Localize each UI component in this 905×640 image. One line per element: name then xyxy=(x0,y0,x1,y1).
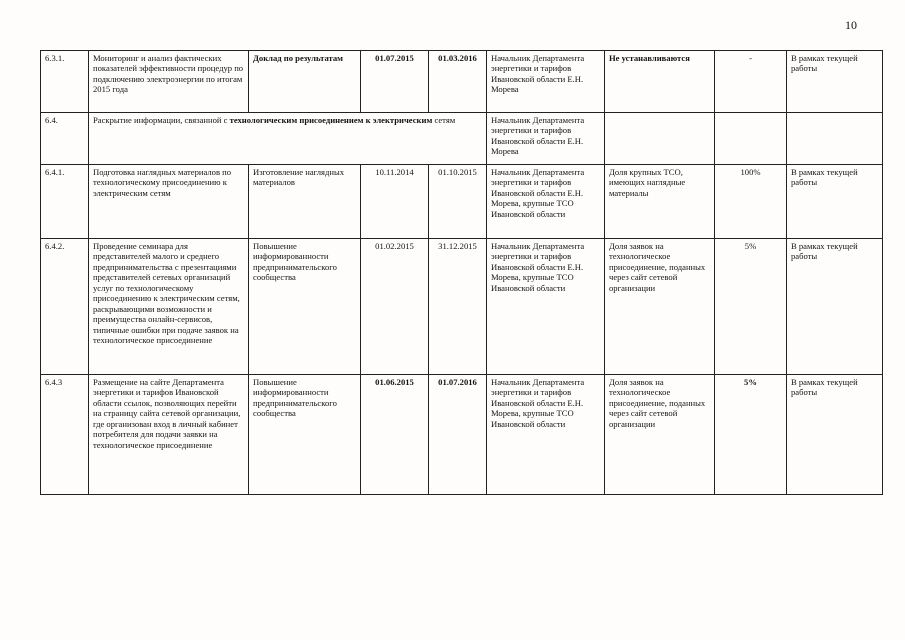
table-row xyxy=(41,113,883,165)
cell-note: В рамках текущей работы xyxy=(787,51,883,113)
cell-end-date: 31.12.2015 xyxy=(429,239,487,375)
cell-responsible: Начальник Департамента энергетики и тарифов Ивановской области Е.Н. Морева, крупные ТСО Ивановской области xyxy=(487,375,605,495)
cell-end-date: 01.03.2016 xyxy=(429,51,487,113)
cell-number: 6.4.3 xyxy=(41,375,89,495)
cell-activity: Подготовка наглядных материалов по технологическому присоединению к электрическим сетям xyxy=(89,165,249,239)
table-row xyxy=(41,375,883,495)
cell-start-date: 10.11.2014 xyxy=(361,165,429,239)
cell-note: В рамках текущей работы xyxy=(787,375,883,495)
cell-indicator: Доля крупных ТСО, имеющих наглядные материалы xyxy=(605,165,715,239)
page-number: 10 xyxy=(845,18,857,32)
cell-result: Доклад по результатам xyxy=(249,51,361,113)
section-title-tail: сетям xyxy=(432,115,456,125)
cell-responsible: Начальник Департамента энергетики и тарифов Ивановской области Е.Н. Морева, крупные ТСО Ивановской области xyxy=(487,165,605,239)
table-row xyxy=(41,51,883,113)
cell-number: 6.4. xyxy=(41,113,89,165)
cell-section-title xyxy=(89,113,487,165)
section-title-text: Раскрытие информации, связанной с xyxy=(93,115,230,125)
cell-value: 5% xyxy=(715,239,787,375)
cell-value: 100% xyxy=(715,165,787,239)
cell-value: 5% xyxy=(715,375,787,495)
action-plan-table xyxy=(40,50,883,495)
cell-start-date: 01.06.2015 xyxy=(361,375,429,495)
cell-responsible: Начальник Департамента энергетики и тарифов Ивановской области Е.Н. Морева xyxy=(487,113,605,165)
cell-indicator: Не устанавливаются xyxy=(605,51,715,113)
cell-activity: Размещение на сайте Департамента энергетики и тарифов Ивановской области ссылок, позволяющих перейти на страницу сайта сетевой организации, где организован вход в личный кабинет потребителя для подачи заявки на технологическое присоединение xyxy=(89,375,249,495)
cell-result: Повышение информированности предпринимательского сообщества xyxy=(249,239,361,375)
cell-responsible: Начальник Департамента энергетики и тарифов Ивановской области Е.Н. Морева, крупные ТСО Ивановской области xyxy=(487,239,605,375)
cell-indicator xyxy=(605,113,715,165)
cell-activity: Мониторинг и анализ фактических показателей эффективности процедур по подключению электроэнергии по итогам 2015 года xyxy=(89,51,249,113)
cell-result: Изготовление наглядных материалов xyxy=(249,165,361,239)
cell-number: 6.3.1. xyxy=(41,51,89,113)
cell-note xyxy=(787,113,883,165)
cell-value xyxy=(715,113,787,165)
cell-activity: Проведение семинара для представителей малого и среднего предпринимательства с презентациями представителей сетевых организаций услуг по технологическому присоединению к электрическим сетям, раскрывающими возможности и преимущества онлайн-сервисов, типичные ошибки при подаче заявок на технологическое присоединение xyxy=(89,239,249,375)
section-title-bold: технологическим присоединением к электрическим xyxy=(229,115,433,125)
cell-start-date: 01.02.2015 xyxy=(361,239,429,375)
cell-end-date: 01.07.2016 xyxy=(429,375,487,495)
cell-start-date: 01.07.2015 xyxy=(361,51,429,113)
cell-number: 6.4.1. xyxy=(41,165,89,239)
table-row xyxy=(41,165,883,239)
cell-note: В рамках текущей работы xyxy=(787,239,883,375)
cell-note: В рамках текущей работы xyxy=(787,165,883,239)
cell-number: 6.4.2. xyxy=(41,239,89,375)
cell-end-date: 01.10.2015 xyxy=(429,165,487,239)
cell-result: Повышение информированности предпринимательского сообщества xyxy=(249,375,361,495)
cell-value: - xyxy=(715,51,787,113)
cell-indicator: Доля заявок на технологическое присоединение, поданных через сайт сетевой организации xyxy=(605,239,715,375)
cell-indicator: Доля заявок на технологическое присоединение, поданных через сайт сетевой организации xyxy=(605,375,715,495)
table-row xyxy=(41,239,883,375)
cell-responsible: Начальник Департамента энергетики и тарифов Ивановской области Е.Н. Морева xyxy=(487,51,605,113)
